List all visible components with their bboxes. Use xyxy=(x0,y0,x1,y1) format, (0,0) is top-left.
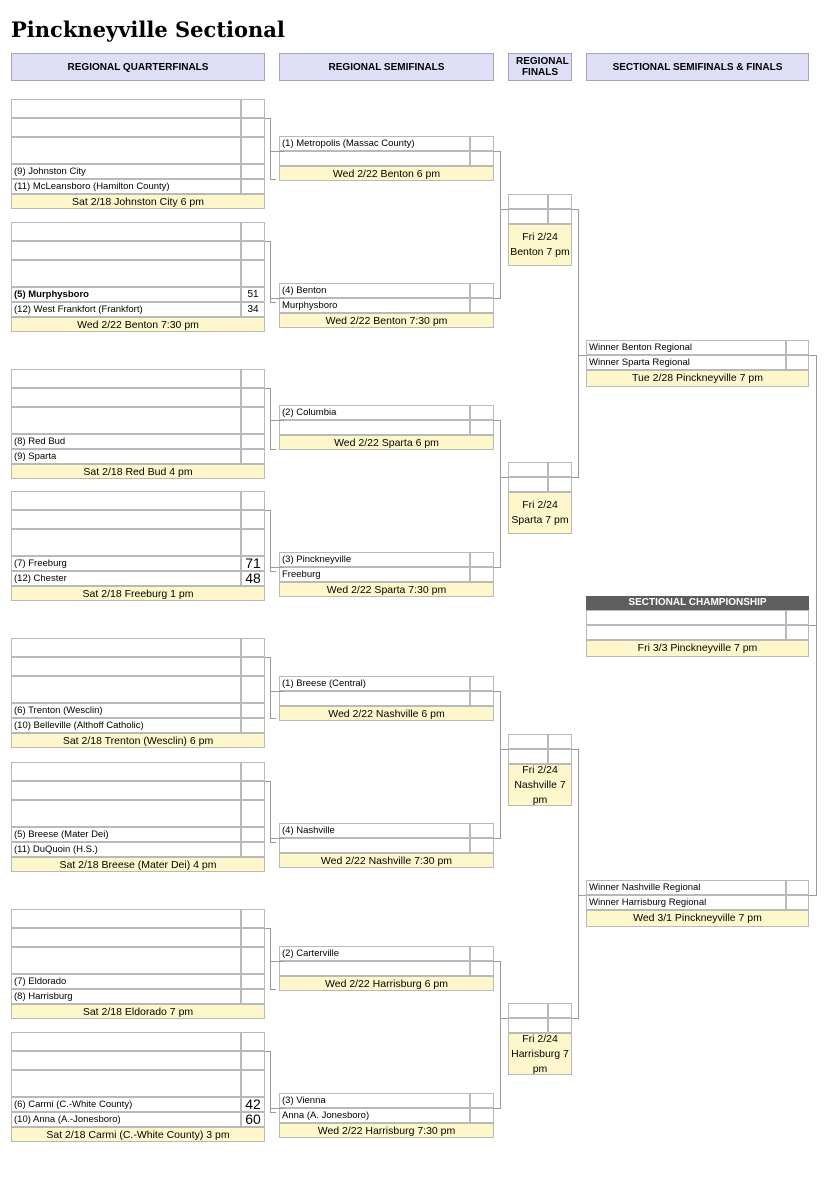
qf-empty-row xyxy=(11,222,241,241)
qf-team-2: (8) Harrisburg xyxy=(11,989,241,1004)
qf-score-1: 71 xyxy=(241,556,265,571)
qf-empty-row xyxy=(11,657,241,676)
qf-empty-score xyxy=(241,762,265,781)
rf-team-2 xyxy=(508,1018,548,1033)
connector-line xyxy=(270,449,276,450)
sf-team-1: (3) Vienna xyxy=(279,1093,470,1108)
qf-team-1: (9) Johnston City xyxy=(11,164,241,179)
qf-game-info: Sat 2/18 Freeburg 1 pm xyxy=(11,586,265,601)
qf-score-2 xyxy=(241,989,265,1004)
connector-line xyxy=(500,477,508,478)
qf-empty-score xyxy=(241,369,265,388)
sf-score-2 xyxy=(470,298,494,313)
sf-team-2 xyxy=(279,691,470,706)
sf-game-info: Wed 2/22 Harrisburg 6 pm xyxy=(279,976,494,991)
sf-game-info: Wed 2/22 Sparta 6 pm xyxy=(279,435,494,450)
qf-team-1: (5) Breese (Mater Dei) xyxy=(11,827,241,842)
connector-line xyxy=(270,812,271,839)
sf-team-2: Freeburg xyxy=(279,567,470,582)
qf-empty-score xyxy=(241,1032,265,1051)
connector-line xyxy=(270,989,276,990)
rf-team-1 xyxy=(508,1003,548,1018)
qf-empty-score xyxy=(241,510,265,529)
rf-game-info: Fri 2/24 Sparta 7 pm xyxy=(508,492,572,534)
sf-score-1 xyxy=(470,1093,494,1108)
sect-semi-game-info: Wed 3/1 Pinckneyville 7 pm xyxy=(586,910,809,927)
qf-empty-row xyxy=(11,638,241,657)
qf-empty-score xyxy=(241,1070,265,1097)
qf-score-1: 51 xyxy=(241,287,265,302)
qf-game-info: Sat 2/18 Red Bud 4 pm xyxy=(11,464,265,479)
sf-team-2: Murphysboro xyxy=(279,298,470,313)
qf-empty-row xyxy=(11,928,241,947)
qf-empty-row xyxy=(11,781,241,800)
connector-line xyxy=(270,151,284,152)
qf-empty-score xyxy=(241,657,265,676)
rf-team-2 xyxy=(508,209,548,224)
qf-empty-row xyxy=(11,510,241,529)
connector-line xyxy=(270,420,284,421)
qf-empty-score xyxy=(241,909,265,928)
qf-empty-score xyxy=(241,222,265,241)
qf-game-info: Sat 2/18 Eldorado 7 pm xyxy=(11,1004,265,1019)
qf-empty-row xyxy=(11,118,241,137)
sf-team-1: (1) Breese (Central) xyxy=(279,676,470,691)
qf-empty-row xyxy=(11,800,241,827)
sf-score-2 xyxy=(470,151,494,166)
connector-line xyxy=(500,420,501,568)
sf-team-2 xyxy=(279,838,470,853)
championship-header: SECTIONAL CHAMPIONSHIP xyxy=(586,596,809,610)
sf-score-2 xyxy=(470,567,494,582)
qf-empty-score xyxy=(241,241,265,260)
qf-score-2 xyxy=(241,179,265,194)
qf-empty-score xyxy=(241,1051,265,1070)
sf-game-info: Wed 2/22 Harrisburg 7:30 pm xyxy=(279,1123,494,1138)
sect-semi-score-2 xyxy=(786,355,809,370)
sf-score-1 xyxy=(470,405,494,420)
rf-score-1 xyxy=(548,194,572,209)
rf-score-2 xyxy=(548,209,572,224)
connector-line xyxy=(270,571,276,572)
qf-team-1: (7) Freeburg xyxy=(11,556,241,571)
rf-team-2 xyxy=(508,477,548,492)
header-regional-quarterfinals: REGIONAL QUARTERFINALS xyxy=(11,53,265,81)
connector-line xyxy=(270,838,284,839)
sf-team-1: (4) Benton xyxy=(279,283,470,298)
qf-empty-score xyxy=(241,638,265,657)
qf-team-2: (11) McLeansboro (Hamilton County) xyxy=(11,179,241,194)
sf-score-1 xyxy=(470,552,494,567)
connector-line xyxy=(500,209,508,210)
rf-score-2 xyxy=(548,477,572,492)
qf-empty-score xyxy=(241,118,265,137)
sf-team-1: (1) Metropolis (Massac County) xyxy=(279,136,470,151)
connector-line xyxy=(500,961,501,1109)
sf-score-2 xyxy=(470,691,494,706)
qf-team-1: (6) Trenton (Wesclin) xyxy=(11,703,241,718)
qf-score-2 xyxy=(241,842,265,857)
qf-game-info: Sat 2/18 Carmi (C.-White County) 3 pm xyxy=(11,1127,265,1142)
rf-team-1 xyxy=(508,462,548,477)
sf-score-1 xyxy=(470,823,494,838)
qf-team-2: (12) West Frankfort (Frankfort) xyxy=(11,302,241,317)
sf-game-info: Wed 2/22 Sparta 7:30 pm xyxy=(279,582,494,597)
qf-score-1 xyxy=(241,434,265,449)
sf-score-2 xyxy=(470,961,494,976)
sf-team-1: (4) Nashville xyxy=(279,823,470,838)
connector-line xyxy=(578,895,586,896)
connector-line xyxy=(270,718,276,719)
sf-team-1: (2) Columbia xyxy=(279,405,470,420)
qf-team-2: (10) Belleville (Althoff Catholic) xyxy=(11,718,241,733)
qf-empty-row xyxy=(11,947,241,974)
qf-empty-row xyxy=(11,1032,241,1051)
qf-score-2: 48 xyxy=(241,571,265,586)
qf-empty-row xyxy=(11,388,241,407)
rf-game-info: Fri 2/24 Benton 7 pm xyxy=(508,224,572,266)
qf-score-1 xyxy=(241,827,265,842)
sf-game-info: Wed 2/22 Nashville 7:30 pm xyxy=(279,853,494,868)
connector-line xyxy=(270,567,284,568)
championship-score-2 xyxy=(786,625,809,640)
qf-team-1: (8) Red Bud xyxy=(11,434,241,449)
qf-game-info: Sat 2/18 Johnston City 6 pm xyxy=(11,194,265,209)
connector-line xyxy=(270,842,276,843)
qf-empty-row xyxy=(11,241,241,260)
qf-empty-score xyxy=(241,137,265,164)
qf-empty-row xyxy=(11,529,241,556)
qf-empty-score xyxy=(241,676,265,703)
rf-team-2 xyxy=(508,749,548,764)
connector-line xyxy=(500,1018,508,1019)
page-title: Pinckneyville Sectional xyxy=(11,17,285,42)
rf-score-1 xyxy=(548,734,572,749)
qf-empty-score xyxy=(241,800,265,827)
qf-empty-row xyxy=(11,909,241,928)
connector-line xyxy=(578,209,579,478)
connector-line xyxy=(500,749,508,750)
qf-team-2: (10) Anna (A.-Jonesboro) xyxy=(11,1112,241,1127)
qf-score-1 xyxy=(241,164,265,179)
qf-score-1: 42 xyxy=(241,1097,265,1112)
connector-line xyxy=(270,1108,284,1109)
qf-score-2 xyxy=(241,449,265,464)
sect-semi-team-2: Winner Sparta Regional xyxy=(586,355,786,370)
connector-line xyxy=(270,691,284,692)
qf-empty-row xyxy=(11,676,241,703)
sf-score-2 xyxy=(470,420,494,435)
header-regional-finals-label: REGIONAL FINALS xyxy=(516,56,569,78)
header-regional-semifinals: REGIONAL SEMIFINALS xyxy=(279,53,494,81)
sf-score-1 xyxy=(470,676,494,691)
qf-empty-row xyxy=(11,1070,241,1097)
qf-empty-score xyxy=(241,407,265,434)
sf-team-2 xyxy=(279,420,470,435)
sect-semi-score-1 xyxy=(786,340,809,355)
qf-empty-row xyxy=(11,1051,241,1070)
rf-team-1 xyxy=(508,734,548,749)
sf-team-1: (3) Pinckneyville xyxy=(279,552,470,567)
qf-game-info: Sat 2/18 Breese (Mater Dei) 4 pm xyxy=(11,857,265,872)
header-sectional: SECTIONAL SEMIFINALS & FINALS xyxy=(586,53,809,81)
connector-line xyxy=(270,541,271,568)
sect-semi-score-1 xyxy=(786,880,809,895)
rf-score-1 xyxy=(548,1003,572,1018)
qf-empty-score xyxy=(241,491,265,510)
qf-empty-row xyxy=(11,491,241,510)
qf-empty-score xyxy=(241,260,265,287)
qf-empty-row xyxy=(11,137,241,164)
championship-score-1 xyxy=(786,610,809,625)
sf-team-1: (2) Carterville xyxy=(279,946,470,961)
sf-score-2 xyxy=(470,838,494,853)
sf-team-2 xyxy=(279,151,470,166)
sect-semi-team-1: Winner Benton Regional xyxy=(586,340,786,355)
rf-score-2 xyxy=(548,1018,572,1033)
connector-line xyxy=(270,1082,271,1109)
sf-score-1 xyxy=(470,136,494,151)
rf-score-2 xyxy=(548,749,572,764)
connector-line xyxy=(270,298,284,299)
sf-game-info: Wed 2/22 Benton 6 pm xyxy=(279,166,494,181)
connector-line xyxy=(270,179,276,180)
sf-score-2 xyxy=(470,1108,494,1123)
qf-game-info: Wed 2/22 Benton 7:30 pm xyxy=(11,317,265,332)
qf-team-2: (11) DuQuoin (H.S.) xyxy=(11,842,241,857)
championship-game-info: Fri 3/3 Pinckneyville 7 pm xyxy=(586,640,809,657)
connector-line xyxy=(500,151,501,299)
sf-team-2: Anna (A. Jonesboro) xyxy=(279,1108,470,1123)
qf-score-2 xyxy=(241,718,265,733)
qf-game-info: Sat 2/18 Trenton (Wesclin) 6 pm xyxy=(11,733,265,748)
connector-line xyxy=(809,625,817,626)
sect-semi-game-info: Tue 2/28 Pinckneyville 7 pm xyxy=(586,370,809,387)
connector-line xyxy=(578,749,579,1019)
qf-score-1 xyxy=(241,703,265,718)
qf-team-2: (12) Chester xyxy=(11,571,241,586)
sect-semi-score-2 xyxy=(786,895,809,910)
connector-line xyxy=(270,1112,276,1113)
qf-team-2: (9) Sparta xyxy=(11,449,241,464)
sf-game-info: Wed 2/22 Benton 7:30 pm xyxy=(279,313,494,328)
qf-empty-row xyxy=(11,260,241,287)
qf-empty-row xyxy=(11,369,241,388)
sf-score-1 xyxy=(470,283,494,298)
qf-score-2: 60 xyxy=(241,1112,265,1127)
qf-empty-score xyxy=(241,928,265,947)
header-regional-finals xyxy=(508,53,572,81)
rf-game-info: Fri 2/24 Nashville 7 pm xyxy=(508,764,572,806)
championship-team-1 xyxy=(586,610,786,625)
qf-empty-row xyxy=(11,762,241,781)
sect-semi-team-1: Winner Nashville Regional xyxy=(586,880,786,895)
rf-game-info: Fri 2/24 Harrisburg 7 pm xyxy=(508,1033,572,1075)
qf-score-1 xyxy=(241,974,265,989)
connector-line xyxy=(270,302,276,303)
qf-team-1: (7) Eldorado xyxy=(11,974,241,989)
qf-empty-score xyxy=(241,99,265,118)
connector-line xyxy=(270,961,284,962)
sf-team-2 xyxy=(279,961,470,976)
qf-empty-score xyxy=(241,388,265,407)
qf-score-2: 34 xyxy=(241,302,265,317)
sect-semi-team-2: Winner Harrisburg Regional xyxy=(586,895,786,910)
sf-game-info: Wed 2/22 Nashville 6 pm xyxy=(279,706,494,721)
connector-line xyxy=(578,355,586,356)
rf-team-1 xyxy=(508,194,548,209)
rf-score-1 xyxy=(548,462,572,477)
sf-score-1 xyxy=(470,946,494,961)
qf-empty-row xyxy=(11,407,241,434)
championship-team-2 xyxy=(586,625,786,640)
connector-line xyxy=(500,691,501,839)
qf-empty-score xyxy=(241,947,265,974)
qf-empty-score xyxy=(241,529,265,556)
qf-empty-row xyxy=(11,99,241,118)
qf-team-1: (5) Murphysboro xyxy=(11,287,241,302)
qf-team-1: (6) Carmi (C.-White County) xyxy=(11,1097,241,1112)
qf-empty-score xyxy=(241,781,265,800)
connector-line xyxy=(270,272,271,299)
